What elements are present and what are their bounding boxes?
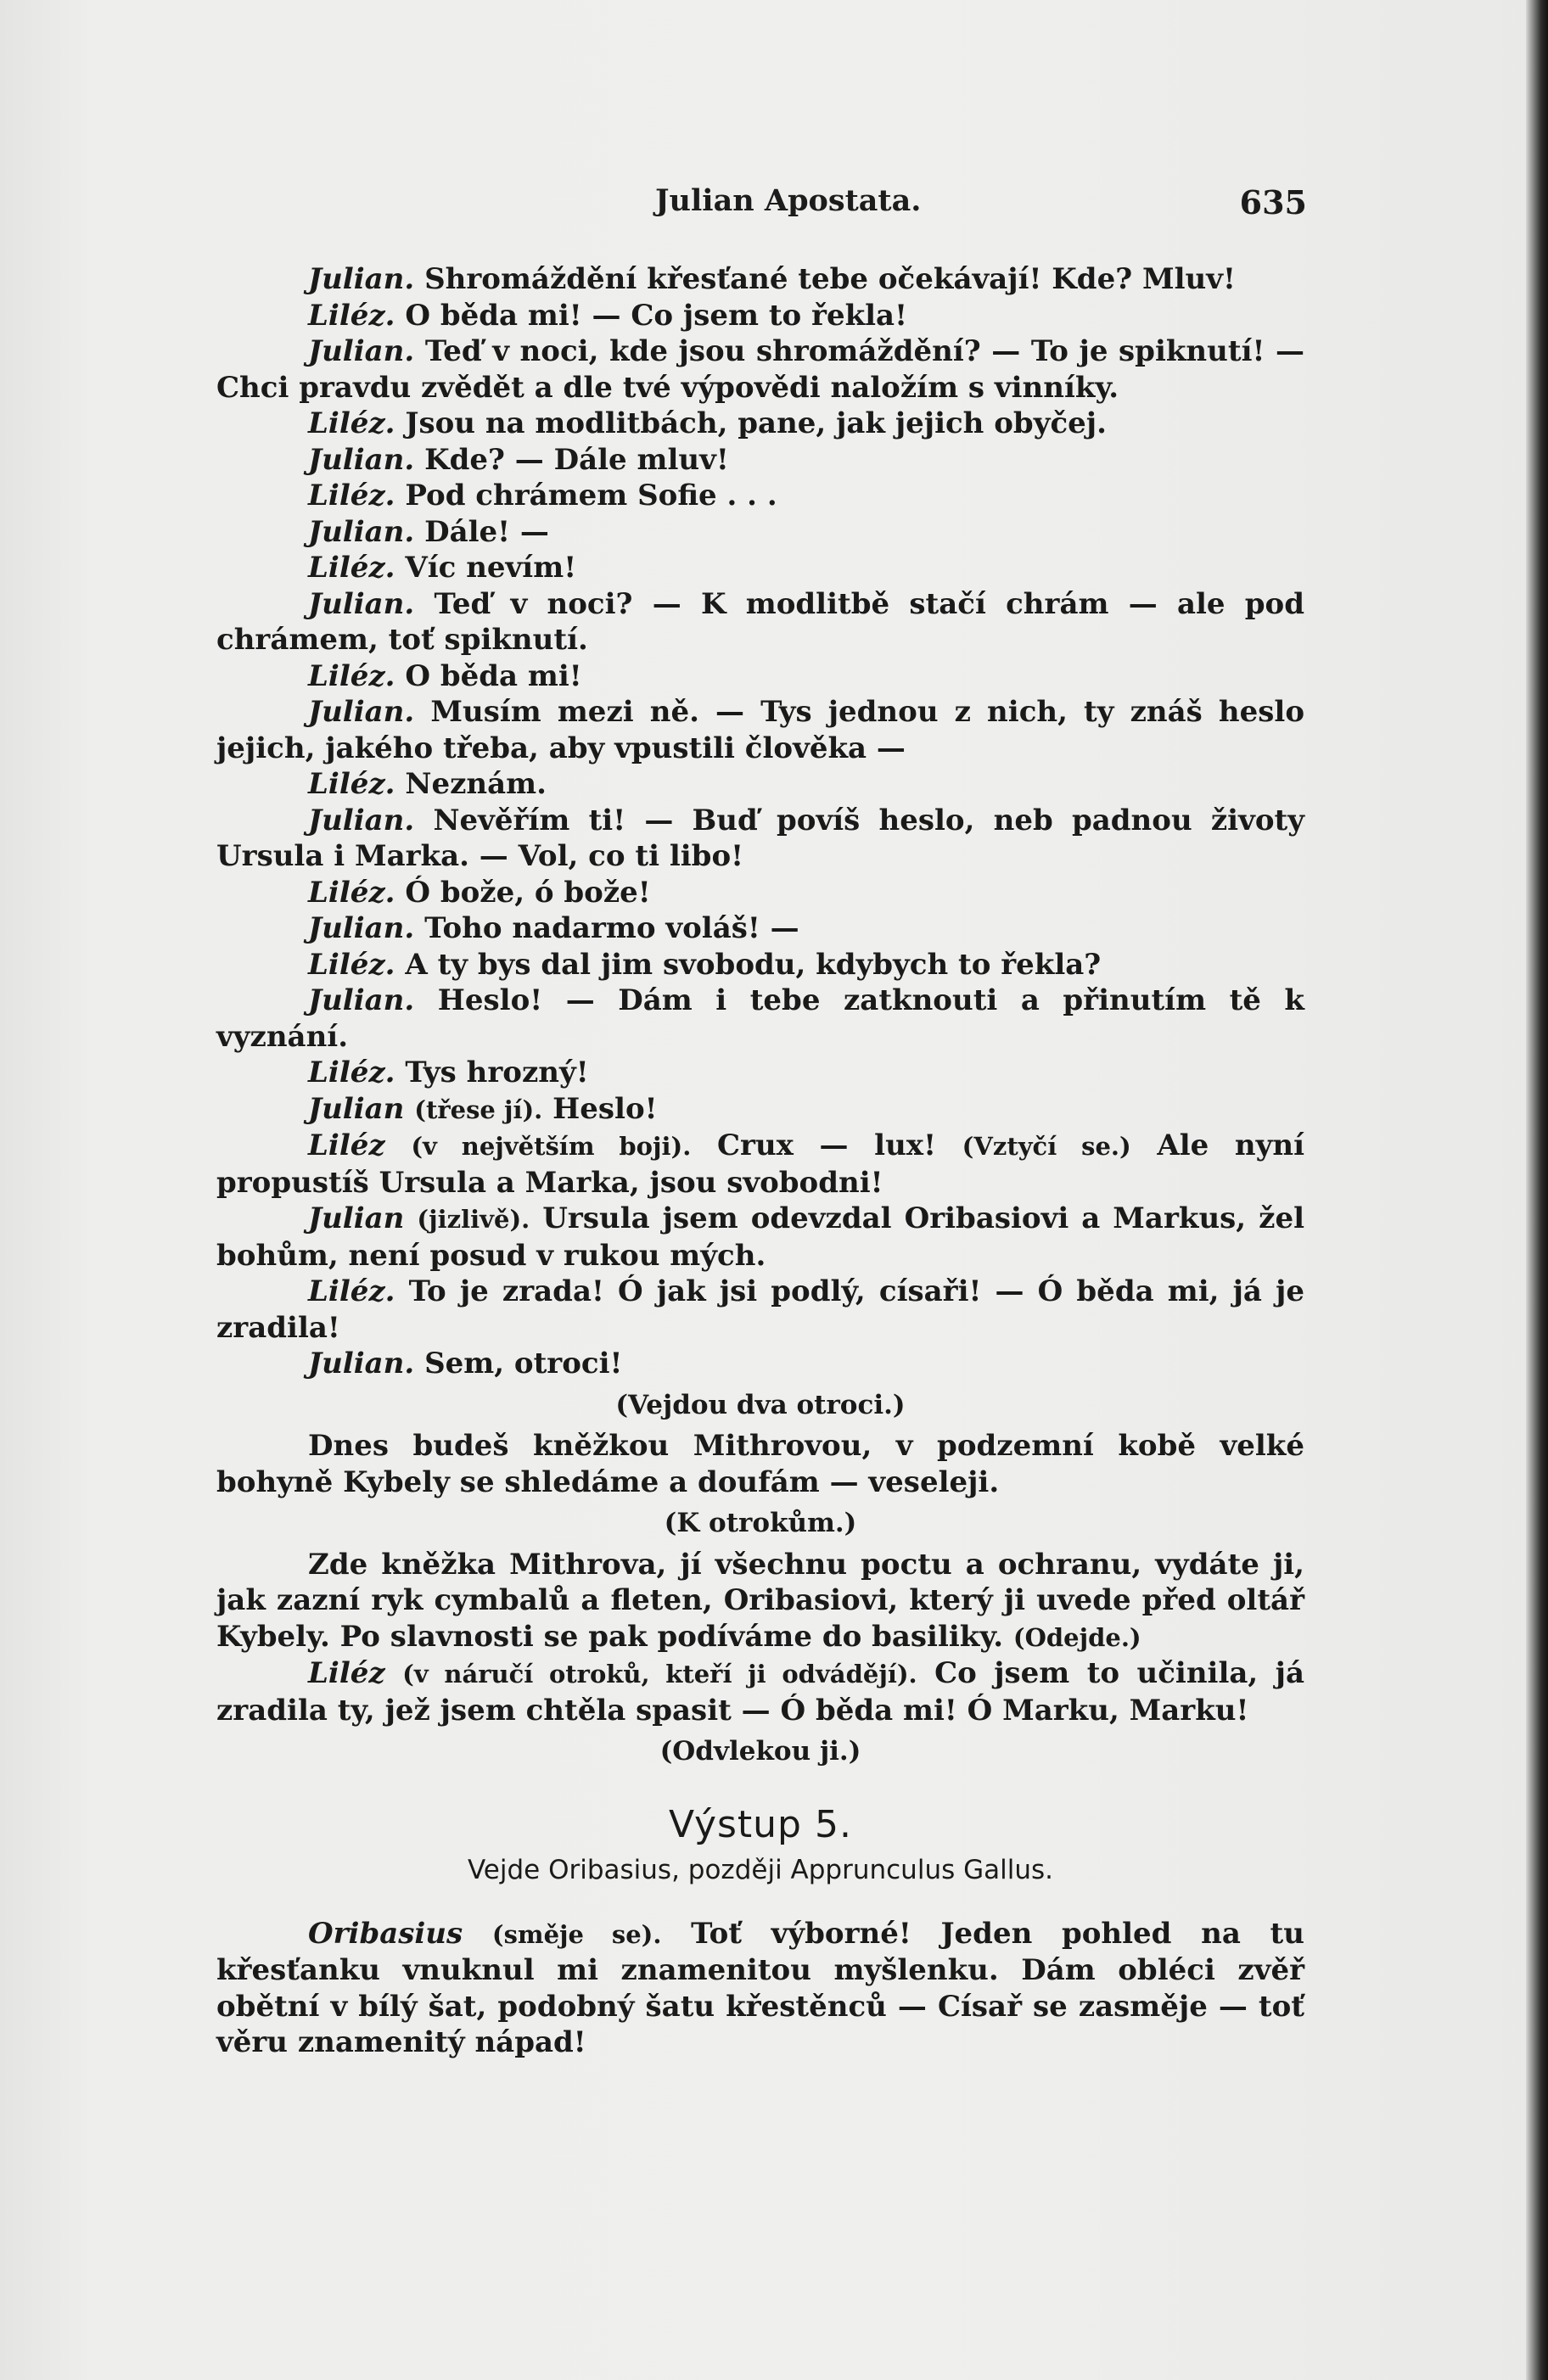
speaker-name: Liléz. <box>308 875 395 910</box>
speaker-name: Julian. <box>308 911 415 945</box>
speaker-name: Liléz <box>308 1656 385 1690</box>
dialogue-line <box>216 1274 1304 1346</box>
dialogue-text: A ty bys dal jim svobodu, kdybych to řekla? <box>405 947 1102 982</box>
dialogue-text: Ursula jsem odevzdal Oribasiovi a Markus, žel bohům, není posud v rukou mých. <box>216 1201 1304 1273</box>
stage-direction-inline: (Vztyčí se.) <box>962 1132 1131 1161</box>
stage-direction: (K otrokům.) <box>664 1508 857 1538</box>
dialogue-text: Sem, otroci! <box>424 1347 623 1380</box>
dialogue-line <box>216 1201 1304 1274</box>
dialogue-text: Crux — lux! <box>716 1128 936 1162</box>
dialogue-text: Heslo! <box>552 1091 658 1126</box>
speaker-name: Liléz. <box>308 406 395 440</box>
dialogue-line <box>216 910 1304 947</box>
dialogue-text: Co jsem to učinila, já zradila ty, jež jsem chtěla spasit — Ó běda mi! Ó Marku, Marku! <box>216 1656 1304 1728</box>
dialogue-line <box>216 1346 1304 1382</box>
dialogue-text: Víc nevím! <box>405 551 577 585</box>
dialogue-line <box>216 947 1304 983</box>
dialogue-text: Jsou na modlitbách, pane, jak jejich obyčej. <box>405 406 1107 440</box>
speaker-name: Liléz. <box>308 947 395 982</box>
dialogue-text: Teď v noci, kde jsou shromáždění? — To je spiknutí! — Chci pravdu zvědět a dle tvé výpovědi naložím s vinníky. <box>216 334 1304 405</box>
scene-heading: Výstup 5. <box>669 1802 852 1846</box>
speaker-name: Liléz <box>308 1128 385 1162</box>
dialogue-line <box>216 1655 1304 1728</box>
speaker-name: Liléz. <box>308 658 395 693</box>
speaker-name: Julian. <box>308 1347 415 1380</box>
dialogue-line <box>216 983 1304 1055</box>
dialogue-line <box>216 514 1304 551</box>
stage-direction-inline: (třese jí). <box>414 1095 543 1124</box>
dialogue-text: Teď v noci? — K modlitbě stačí chrám — ale pod chrámem, toť spiknutí. <box>216 586 1304 657</box>
dialogue-continuation <box>216 1428 1304 1500</box>
dialogue-continued <box>216 1916 1304 2061</box>
dialogue-line <box>216 406 1304 442</box>
stage-direction: (Odvlekou ji.) <box>659 1736 861 1767</box>
dialogue-text: Tys hrozný! <box>405 1056 589 1089</box>
speaker-name: Julian. <box>308 442 415 477</box>
dialogue-line <box>216 298 1304 334</box>
dialogue-line <box>216 261 1304 298</box>
dialogue-text: Musím mezi ně. — Tys jednou z nich, ty znáš heslo jejich, jakého třeba, aby vpustili člověka — <box>216 695 1304 765</box>
dialogue-text: O běda mi! — Co jsem to řekla! <box>405 298 908 333</box>
stage-direction-inline: (v největším boji). <box>411 1132 692 1161</box>
dialogue-line <box>216 550 1304 586</box>
running-title: Julian Apostata. <box>655 183 922 218</box>
speaker-name: Liléz. <box>308 1056 395 1089</box>
dialogue-line <box>216 1128 1304 1201</box>
scene-subheading: Vejde Oribasius, později Apprunculus Gallus. <box>468 1854 1053 1885</box>
dialogue-text: O běda mi! <box>405 658 582 693</box>
dialogue-line <box>216 694 1304 766</box>
stage-direction-inline: (Odejde.) <box>1012 1622 1141 1652</box>
speaker-name: Julian. <box>308 983 415 1017</box>
dialogue-text: Dále! — <box>424 514 549 549</box>
dialogue-text: Zde kněžka Mithrova, jí všechnu poctu a ochranu, vydáte ji, jak zazní ryk cymbalů a fleten, Oribasiovi, který ji uvede před oltář Kybely. Po slavnosti se pak podíváme do basiliky. <box>216 1547 1304 1654</box>
dialogue-continuation <box>216 1547 1304 1656</box>
dialogue-text: Toho nadarmo voláš! — <box>424 911 799 945</box>
dialogue-line <box>216 442 1304 479</box>
speaker-name: Liléz. <box>308 479 395 512</box>
dialogue-text: Pod chrámem Sofie . . . <box>405 479 777 512</box>
speaker-name: Liléz. <box>308 551 395 585</box>
dialogue-line <box>216 1055 1304 1091</box>
dialogue-text: Dnes budeš kněžkou Mithrovou, v podzemní kobě velké bohyně Kybely se shledáme a doufám — veseleji. <box>216 1429 1304 1499</box>
speaker-name: Liléz. <box>308 767 395 801</box>
dialogue-text: Ó bože, ó bože! <box>405 875 651 910</box>
dialogue-text: Toť výborné! Jeden pohled na tu křesťanku vnuknul mi znamenitou myšlenku. Dám obléci zvěř obětní v bílý šat, podobný šatu křestěnců — Císař se zasměje — toť věru znamenitý nápad! <box>216 1916 1304 2059</box>
speaker-name: Julian <box>308 1201 405 1235</box>
speaker-name: Julian. <box>308 586 415 621</box>
dialogue-line <box>216 1091 1304 1128</box>
speaker-name: Julian. <box>308 514 415 549</box>
dialogue-line <box>216 658 1304 695</box>
dialogue <box>216 261 1304 1770</box>
speaker-name: Oribasius <box>308 1916 463 1951</box>
dialogue-line <box>216 478 1304 514</box>
dialogue-text: To je zrada! Ó jak jsi podlý, císaři! — Ó běda mi, já je zradila! <box>216 1274 1304 1345</box>
dialogue-text: Ale nyní propustíš Ursula a Marka, jsou svobodni! <box>216 1128 1304 1200</box>
page-header <box>212 183 1307 226</box>
dialogue-line <box>216 586 1304 658</box>
dialogue-text: Kde? — Dále mluv! <box>424 442 729 477</box>
stage-direction-inline: (v náručí otroků, kteří ji odvádějí). <box>402 1660 917 1688</box>
speaker-name: Julian. <box>308 803 415 837</box>
speaker-name: Liléz. <box>308 1274 395 1308</box>
speaker-name: Julian. <box>308 262 415 296</box>
speaker-name: Julian. <box>308 695 415 729</box>
page-number: 635 <box>1239 183 1307 221</box>
stage-direction-inline: (jizlivě). <box>417 1205 530 1234</box>
dialogue-text: Shromáždění křesťané tebe očekávají! Kde? Mluv! <box>424 262 1236 296</box>
stage-direction: (Vejdou dva otroci.) <box>615 1389 906 1420</box>
speaker-name: Julian. <box>308 334 415 368</box>
dialogue-text: Neznám. <box>405 767 547 801</box>
speaker-name: Liléz. <box>308 298 395 333</box>
dialogue-text: Nevěřím ti! — Buď povíš heslo, neb padnou životy Ursula i Marka. — Vol, co ti libo! <box>216 803 1304 873</box>
body-text <box>216 261 1304 2061</box>
dialogue-line <box>216 333 1304 406</box>
dialogue-text: Heslo! — Dám i tebe zatknouti a přinutím tě k vyznání. <box>216 983 1304 1054</box>
page-edge-shadow <box>1526 0 1548 2380</box>
dialogue-line <box>216 875 1304 911</box>
dialogue-line <box>216 803 1304 875</box>
dialogue-line <box>216 766 1304 803</box>
speaker-name: Julian <box>308 1091 405 1126</box>
stage-direction-inline: (směje se). <box>491 1919 662 1949</box>
dialogue-line <box>216 1916 1304 2061</box>
